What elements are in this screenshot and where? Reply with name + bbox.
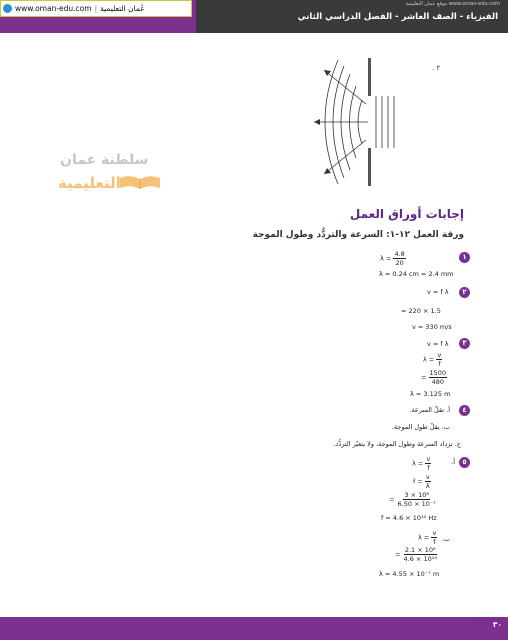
q3-line2: λ = $\frac{v}{f}$ xyxy=(423,351,442,368)
q5-a-line1: λ = $\frac{v}{f}$ xyxy=(412,455,431,472)
url-banner[interactable] xyxy=(0,0,192,17)
header-small-text: موقع عمان التعليمية www.oman-edu.com xyxy=(405,1,500,7)
url-text[interactable]: www.oman-edu.com | عُمان التعليمية xyxy=(15,4,145,13)
q4-answer-a: أ. تقلّ السرعة. xyxy=(409,406,450,414)
q5-b-line3: λ = 4.55 × 10⁻⁷ m xyxy=(379,570,440,578)
question-badge-1: ١ xyxy=(459,252,470,263)
q5-b-line2: = $\frac{\text{2.1 × 10⁸}}{\text{4.6 × 10¹⁴}}$ xyxy=(395,546,437,563)
watermark-line1: سلطنة عمان xyxy=(60,152,149,168)
question-badge-3: ٣ xyxy=(459,338,470,349)
q5-a-line4: f = 4.6 × 10¹⁴ Hz xyxy=(381,514,437,522)
question-badge-2: ٢ xyxy=(459,287,470,298)
q5-a-line2: f = $\frac{v}{\lambda}$ xyxy=(413,473,430,490)
question-badge-4: ٤ xyxy=(459,405,470,416)
wave-diffraction-diagram xyxy=(310,56,398,186)
book-icon xyxy=(118,174,162,190)
q5-label-a: أ. xyxy=(451,458,455,466)
q2-line1: v = f λ xyxy=(427,288,449,296)
header-title: الفيزياء - الصف العاشر - الفصل الدراسي الثاني xyxy=(297,12,498,22)
q1-result: λ = 0.24 cm = 2.4 mm xyxy=(379,270,454,278)
q2-line3: v = 330 m/s xyxy=(412,323,452,331)
watermark-logo xyxy=(22,150,172,206)
watermark-line2: التعليمية xyxy=(58,174,121,192)
site-name: عُمان التعليمية xyxy=(100,4,145,13)
q3-line1: v = f λ xyxy=(427,340,449,348)
globe-icon xyxy=(3,4,12,13)
q4-answer-c: ج. تزداد السرعة وطول الموجة، ولا يتغيّر التردُّد. xyxy=(333,440,461,448)
figure-number: ٢ . xyxy=(432,64,441,72)
q3-line3: = $\frac{1500}{480}$ xyxy=(421,369,447,386)
worksheet-subtitle: ورقة العمل ١٢-١: السرعة والتردُّد وطول الموجة xyxy=(252,230,464,240)
q5-b-line1: λ = $\frac{v}{f}$ xyxy=(418,529,437,546)
section-title: إجابات أوراق العمل xyxy=(349,207,464,221)
footer-bar xyxy=(0,617,508,640)
page-number: ٣٠ xyxy=(492,620,502,629)
question-badge-5: ٥ xyxy=(459,457,470,468)
url-link[interactable]: www.oman-edu.com xyxy=(15,4,92,13)
q3-line4: λ = 3.125 m xyxy=(410,390,451,398)
q5-label-b: ب. xyxy=(441,535,450,543)
q4-answer-b: ب. يقلّ طول الموجة. xyxy=(391,423,450,431)
q2-line2: = 220 × 1.5 xyxy=(401,307,441,315)
q5-a-line3: = $\frac{\text{3 × 10⁸}}{\text{6.50 × 10⁻⁷}}$ xyxy=(389,491,436,508)
q1-lambda-fraction: λ = $\frac{4.8}{20}$ xyxy=(380,250,405,267)
